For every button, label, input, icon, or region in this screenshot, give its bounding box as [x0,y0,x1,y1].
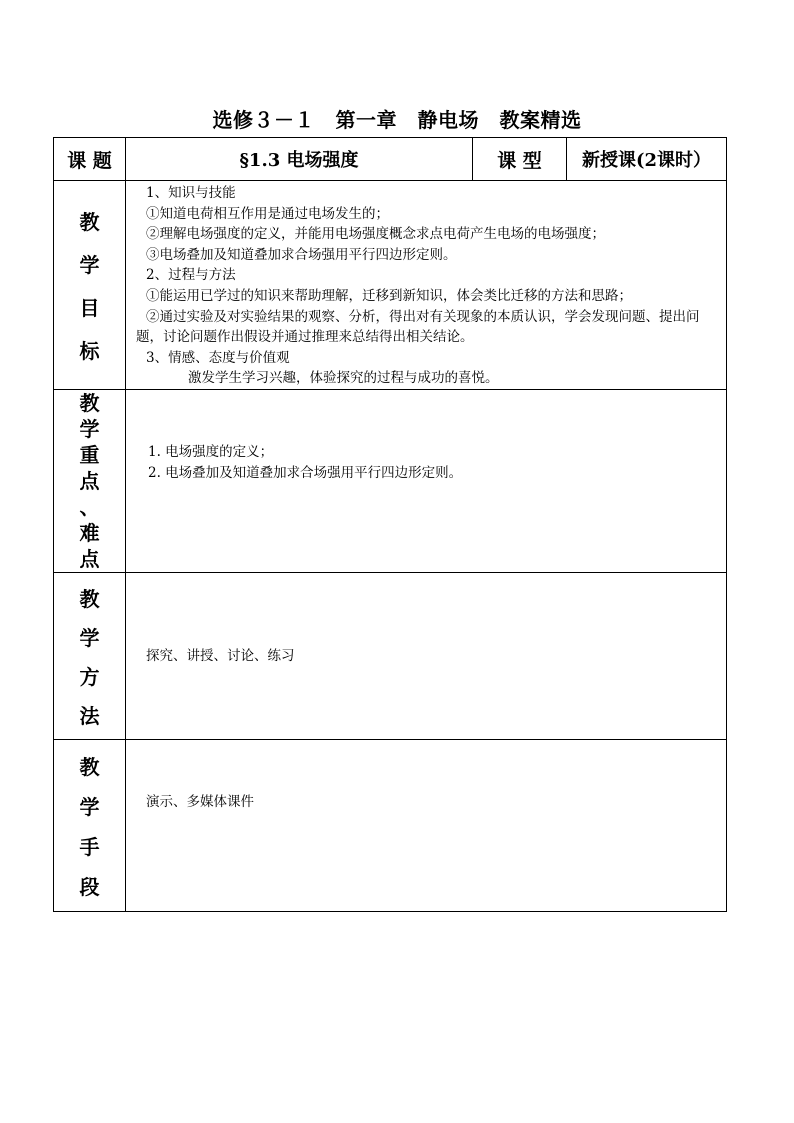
goals-row [54,181,727,390]
means-label-char: 教 [79,754,100,779]
goals-label-char: 学 [79,252,100,277]
goals-content [126,181,727,390]
means-label-char: 手 [79,834,100,859]
means-label-char: 学 [79,794,100,819]
methods-label-char: 方 [79,664,100,689]
methods-label-char: 法 [79,703,100,728]
methods-content: 探究、讲授、讨论、练习 [126,572,727,739]
goal-line: 激发学生学习兴趣，体验探究的过程与成功的喜悦。 [188,370,499,387]
key-points-label [54,389,126,572]
key-label-char: 点 [79,468,100,493]
methods-label-char: 教 [79,586,100,611]
goals-label [54,181,126,390]
goal-line: ①知道电荷相互作用是通过电场发生的； [146,205,389,222]
means-label [54,739,126,911]
header-row [54,138,727,181]
goals-label-char: 目 [79,295,100,320]
goal-line: 2、过程与方法 [146,267,236,284]
key-label-char: 、 [79,494,100,519]
means-label-char: 段 [79,874,100,899]
goals-label-char: 标 [79,338,100,363]
methods-row [54,572,727,739]
means-content [126,739,727,911]
goal-line: ①能运用已学过的知识来帮助理解，迁移到新知识，体会类比迁移的方法和思路； [146,287,632,304]
goal-line: ②理解电场强度的定义，并能用电场强度概念求点电荷产生电场的电场强度； [146,226,605,243]
type-value: 新授课(2课时） [567,138,727,181]
document-title: 选修３－１ 第一章 静电场 教案精选 [212,108,582,132]
goal-line: ②通过实验及对实验结果的观察、分析，得出对有关现象的本质认识，学会发现问题、提出问题，讨论问题作出假设并通过推理来总结得出相关结论。 [136,308,700,346]
key-point-item: 2. 电场叠加及知道叠加求合场强用平行四边形定则。 [148,464,463,481]
type-label: 课 型 [473,138,567,181]
key-point-item: 1. 电场强度的定义； [148,443,274,460]
key-label-char: 难 [79,520,100,545]
methods-label [54,572,126,739]
means-text: 演示、多媒体课件 [146,793,254,810]
key-points-row [54,389,727,572]
key-label-char: 重 [79,442,100,467]
goals-label-char: 教 [79,209,100,234]
goal-line: 1、知识与技能 [146,185,236,201]
key-label-char: 学 [79,416,100,441]
topic-value: §1.3 电场强度 [126,138,473,181]
means-row [54,739,727,911]
methods-label-char: 学 [79,625,100,650]
key-points-content [126,389,727,572]
lesson-plan-table [53,137,727,912]
key-label-char: 点 [79,546,100,571]
topic-label: 课 题 [54,138,126,181]
goal-line: 3、情感、态度与价值观 [146,349,290,366]
goal-line: ③电场叠加及知道叠加求合场强用平行四边形定则。 [146,246,457,263]
key-label-char: 教 [79,390,100,415]
